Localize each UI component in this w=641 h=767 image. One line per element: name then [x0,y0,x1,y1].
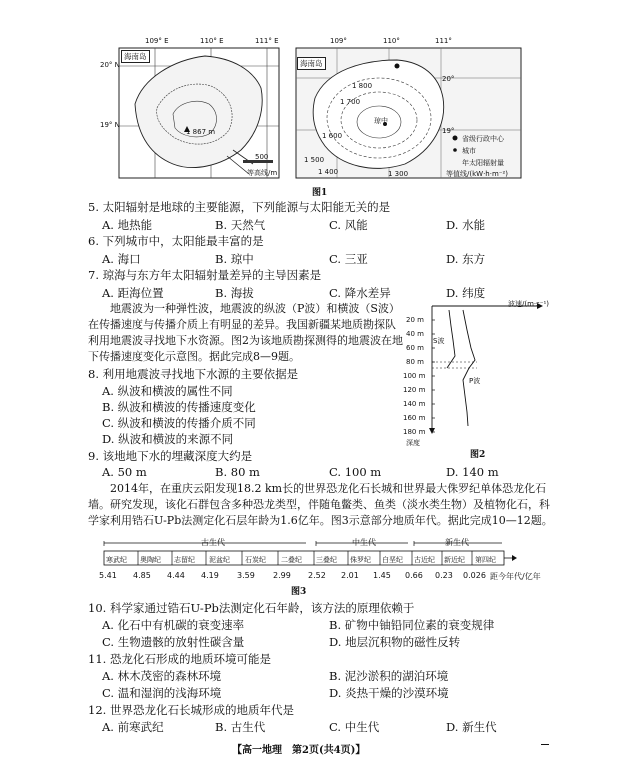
period-ordovician: 奥陶纪 [140,556,161,564]
figure-1-caption: 图1 [312,188,328,198]
question-9-option-c[interactable]: C. 100 m [329,465,382,479]
question-6-option-c[interactable]: C. 三亚 [329,252,368,266]
seismic-wave-velocity-chart [405,296,545,451]
period-paleogene: 古近纪 [414,556,435,564]
question-10-option-b[interactable]: B. 矿物中铀铅同位素的衰变规律 [329,618,495,632]
fig2-depth-tick: 60 m [406,344,424,352]
question-9-option-b[interactable]: B. 80 m [215,465,260,479]
question-9-option-a[interactable]: A. 50 m [102,465,147,479]
fig2-depth-tick: 20 m [406,316,424,324]
contour-value-label: 500 [255,153,269,161]
contour-label: 1 800 [352,82,373,90]
city-label-qiongzhong: 琼中 [374,117,388,125]
period-devonian: 泥盆纪 [209,556,230,564]
question-5-option-c[interactable]: C. 风能 [329,218,368,232]
era-mesozoic: 中生代 [352,538,376,547]
age-label: 4.44 [167,571,185,580]
question-9-option-d[interactable]: D. 140 m [446,465,499,479]
right-lat-label: 19° [442,127,455,135]
period-jurassic: 侏罗纪 [350,556,371,564]
period-carboniferous: 石炭纪 [245,556,266,564]
left-lon-label: 111° E [255,37,279,45]
period-cambrian: 寒武纪 [106,556,127,564]
right-lon-label: 109° [330,37,347,45]
passage-seismic-waves: 地震波为一种弹性波，地震波的纵波（P波）和横波（S波）在传播速度与传播介质上有明显的差异。我国新疆某地质勘探队利用地震波寻找地下水资源。图2为该地质勘探测得的地震波在地下传播速度变化示意图。据此完成8—9题。 [88,302,403,363]
left-lon-label: 110° E [200,37,224,45]
age-label: 0.026 [463,571,486,580]
legend-capital-icon [453,136,458,141]
question-12-option-d[interactable]: D. 新生代 [446,720,497,734]
capital-dot-icon [395,64,400,69]
figure-3-caption: 图3 [291,587,307,597]
contour-label: 1 500 [304,156,325,164]
age-label: 2.01 [341,571,359,580]
question-10-option-a[interactable]: A. 化石中有机碳的衰变速率 [102,618,245,632]
left-lon-label: 109° E [145,37,169,45]
fig2-depth-tick: 140 m [403,400,426,408]
peak-elevation-label: 1 867 m [186,128,216,136]
question-8-option-d[interactable]: D. 纵波和横波的来源不同 [102,432,234,446]
age-label: 5.41 [99,571,117,580]
age-label: 2.99 [273,571,291,580]
question-12-option-b[interactable]: B. 古生代 [215,720,266,734]
fig2-x-label: 波速/(m·s⁻¹) [508,300,550,308]
age-label: 2.52 [308,571,326,580]
legend-city-label: 城市 [462,147,476,155]
question-8-stem: 8. 利用地震波寻找地下水源的主要依据是 [88,367,299,381]
contour-label: 1 700 [340,98,361,106]
right-map-title: 海南岛 [297,57,326,70]
question-5-option-b[interactable]: B. 天然气 [215,218,266,232]
question-12-option-a[interactable]: A. 前寒武纪 [102,720,164,734]
question-5-stem: 5. 太阳辐射是地球的主要能源，下列能源与太阳能无关的是 [88,200,391,214]
contour-legend-label: 等高线/m [247,169,278,177]
question-11-option-d[interactable]: D. 炎热干燥的沙漠环境 [329,686,449,700]
age-label: 0.23 [435,571,453,580]
period-neogene: 新近纪 [444,556,465,564]
question-7-stem: 7. 琼海与东方年太阳辐射量差异的主导因素是 [88,268,322,282]
passage-dinosaur-fossils: 2014年，在重庆云阳发现18.2 km长的世界恐龙化石长城和世界最大侏罗纪单体恐龙化石墙。研究发现，该化石群包含多种恐龙类型，伴随龟鳖类、鱼类（淡水类生物）及植物化石，科学家利用锆石U-Pb法测定化石层年龄为1.6亿年。图3示意部分地质年代。据此完成10—12题。 [88,482,553,527]
left-lat-label: 20° N [100,61,120,69]
question-7-option-d[interactable]: D. 纬度 [446,286,486,300]
right-lon-label: 110° [383,37,400,45]
question-5-option-a[interactable]: A. 地热能 [102,218,153,232]
question-6-stem: 6. 下列城市中，太阳能最丰富的是 [88,234,264,248]
legend-city-icon [453,148,457,152]
age-label: 1.45 [373,571,391,580]
left-map-title: 海南岛 [121,50,150,63]
question-11-stem: 11. 恐龙化石形成的地质环境可能是 [88,652,271,666]
fig2-depth-tick: 80 m [406,358,424,366]
left-lat-label: 19° N [100,121,120,129]
question-7-option-c[interactable]: C. 降水差异 [329,286,391,300]
fig2-depth-tick: 120 m [403,386,426,394]
era-paleozoic: 古生代 [201,538,225,547]
page-footer: 【高一地理 第2页(共4页)】 [232,745,366,756]
contour-label: 1 300 [388,170,409,178]
age-label: 0.66 [405,571,423,580]
figure-2-caption: 图2 [470,450,486,460]
question-8-option-b[interactable]: B. 纵波和横波的传播速度变化 [102,400,256,414]
question-8-option-a[interactable]: A. 纵波和横波的属性不同 [102,384,233,398]
s-wave-label: S波 [433,337,445,345]
question-8-option-c[interactable]: C. 纵波和横波的传播介质不同 [102,416,256,430]
fig2-depth-tick: 180 m [403,428,426,436]
question-6-option-d[interactable]: D. 东方 [446,252,486,266]
timeline-unit-label: 距今年代/亿年 [490,572,541,581]
question-10-option-c[interactable]: C. 生物遗骸的放射性碳含量 [102,635,245,649]
fig2-depth-tick: 100 m [403,372,426,380]
fig2-y-label: 深度 [406,439,420,447]
period-silurian: 志留纪 [174,556,195,564]
question-11-option-c[interactable]: C. 温和湿润的浅海环境 [102,686,222,700]
footer-mark [541,744,549,745]
period-quaternary: 第四纪 [475,556,496,564]
question-9-stem: 9. 该地地下水的埋藏深度大约是 [88,449,253,463]
question-10-stem: 10. 科学家通过锆石U-Pb法测定化石年龄，该方法的原理依赖于 [88,601,415,615]
question-5-option-d[interactable]: D. 水能 [446,218,486,232]
question-7-option-a[interactable]: A. 距海位置 [102,286,164,300]
age-label: 4.85 [133,571,151,580]
fig2-depth-tick: 40 m [406,330,424,338]
period-triassic: 三叠纪 [316,556,337,564]
period-permian: 二叠纪 [281,556,302,564]
question-6-option-b[interactable]: B. 琼中 [215,252,254,266]
legend-isoline-label: 等值线/(kW·h·m⁻²) [446,170,509,178]
question-12-option-c[interactable]: C. 中生代 [329,720,380,734]
p-wave-label: P波 [469,377,481,385]
question-11-option-a[interactable]: A. 林木茂密的森林环境 [102,669,222,683]
fig2-depth-tick: 160 m [403,414,426,422]
contour-label: 1 600 [322,132,343,140]
right-lon-label: 111° [435,37,452,45]
question-12-stem: 12. 世界恐龙化石长城形成的地质年代是 [88,703,294,717]
period-cretaceous: 白垩纪 [382,556,403,564]
question-7-option-b[interactable]: B. 海拔 [215,286,254,300]
legend-radiation-label: 年太阳辐射量 [462,159,504,167]
era-cenozoic: 新生代 [445,538,469,547]
legend-capital-label: 省级行政中心 [462,135,504,143]
question-6-option-a[interactable]: A. 海口 [102,252,141,266]
question-10-option-d[interactable]: D. 地层沉积物的磁性反转 [329,635,461,649]
right-lat-label: 20° [442,75,455,83]
age-label: 3.59 [237,571,255,580]
question-11-option-b[interactable]: B. 泥沙淤积的湖泊环境 [329,669,449,683]
s-wave-curve [447,310,455,368]
age-label: 4.19 [201,571,219,580]
contour-label: 1 400 [318,168,339,176]
